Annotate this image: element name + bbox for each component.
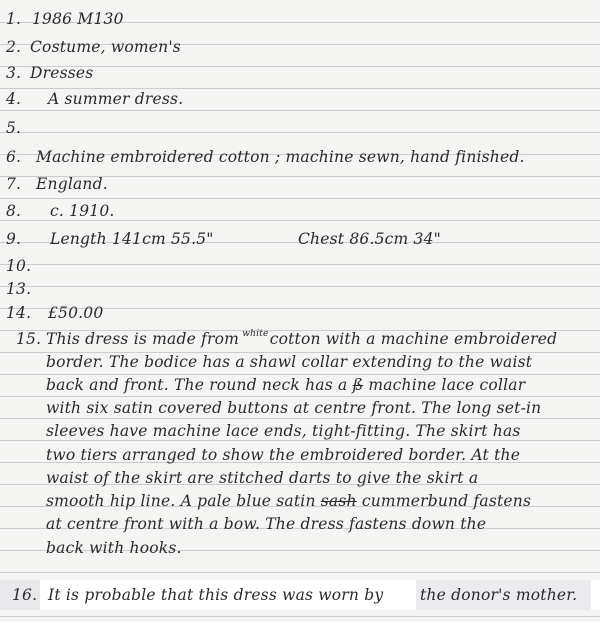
entry-number: 15. (16, 330, 42, 348)
entry-number: 10. (6, 257, 32, 275)
entry-number: 6. (6, 148, 22, 166)
inserted-word: white (242, 328, 269, 339)
entry-number: 7. (6, 175, 22, 193)
entry-16-strip (0, 580, 600, 610)
description-text: border. The bodice has a shawl collar extending to the waist (46, 353, 533, 371)
description-text: back with hooks. (46, 539, 182, 557)
description-text: two tiers arranged to show the embroidered border. At the (46, 446, 521, 464)
entry-number: 5. (6, 119, 22, 137)
entry-text: A summer dress. (48, 90, 184, 108)
entry-number: 13. (6, 280, 32, 298)
entry-text: Costume, women's (30, 38, 181, 56)
description-text: with six satin covered buttons at centre front. The long set-in (46, 399, 542, 417)
description-text: machine lace collar (368, 376, 526, 394)
entry-text: England. (36, 175, 108, 193)
description-text: cotton with a machine embroidered (269, 330, 558, 348)
entry-number: 14. (6, 304, 32, 322)
entry-number: 16. (12, 586, 38, 604)
description-text: back and front. The round neck has a (46, 376, 348, 394)
entry-number: 9. (6, 230, 22, 248)
description-text: This dress is made from (46, 330, 240, 348)
description-text: smooth hip line. A pale blue satin (46, 492, 316, 510)
struck-text: ß (352, 376, 364, 394)
note-text: It is probable that this dress was worn by (48, 586, 384, 604)
entry-text: 1986 M130 (32, 10, 124, 28)
entry-number: 4. (6, 90, 22, 108)
chest-measurement: Chest 86.5cm 34" (298, 230, 441, 248)
length-measurement: Length 141cm 55.5" (50, 230, 214, 248)
note-text: the donor's mother. (420, 586, 578, 604)
entry-text: Machine embroidered cotton ; machine sewn, hand finished. (36, 148, 525, 166)
entry-text: c. 1910. (50, 202, 115, 220)
description-text: waist of the skirt are stitched darts to give the skirt a (46, 469, 479, 487)
entry-number: 3. (6, 64, 22, 82)
entry-number: 2. (6, 38, 22, 56)
entry-text: £50.00 (48, 304, 104, 322)
description-text: cummerbund fastens (361, 492, 532, 510)
description-text: sleeves have machine lace ends, tight-fitting. The skirt has (46, 422, 521, 440)
entry-number: 8. (6, 202, 22, 220)
struck-text: sash (320, 492, 357, 510)
entry-number: 1. (6, 10, 22, 28)
entry-text: Dresses (30, 64, 94, 82)
description-text: at centre front with a bow. The dress fastens down the (46, 515, 487, 533)
